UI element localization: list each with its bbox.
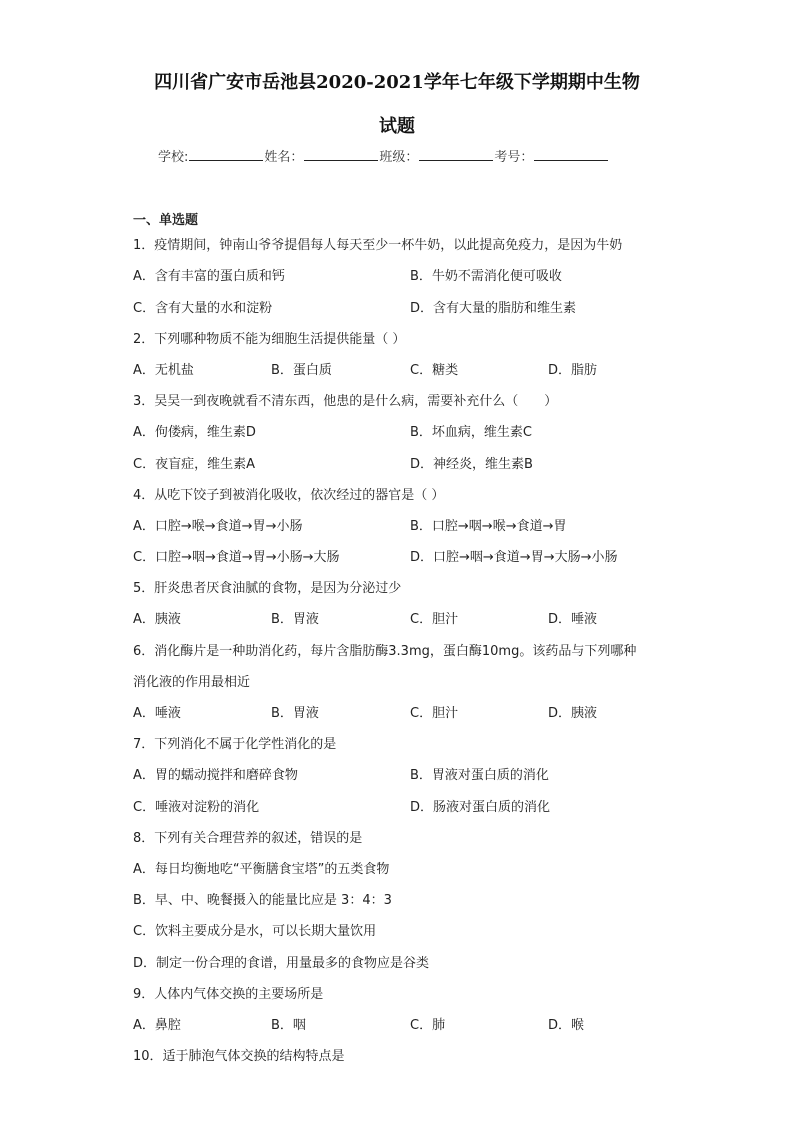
question-stem-continued: 消化液的作用最相近: [133, 675, 251, 690]
question-stem: 9．人体内气体交换的主要场所是: [133, 987, 324, 1002]
question-stem: 6．消化酶片是一种助消化药，每片含脂肪酶3.3mg，蛋白酶10mg。该药品与下列哪种: [133, 644, 637, 659]
option: C．糖类: [410, 363, 459, 378]
option: D．唾液: [548, 612, 598, 627]
option: A．含有丰富的蛋白质和钙: [133, 269, 285, 284]
option: B．咽: [271, 1018, 306, 1033]
document-title-line1: 四川省广安市岳池县2020-2021学年七年级下学期期中生物: [154, 72, 640, 93]
option: B．胃液: [271, 706, 319, 721]
option: A．鼻腔: [133, 1018, 181, 1033]
option: B．蛋白质: [271, 363, 332, 378]
document-title-line2: 试题: [379, 116, 415, 137]
option: C．饮料主要成分是水，可以长期大量饮用: [133, 924, 377, 939]
school-blank[interactable]: [189, 146, 263, 161]
question-stem: 1．疫情期间，钟南山爷爷提倡每人每天至少一杯牛奶，以此提高免疫力，是因为牛奶: [133, 238, 623, 253]
option: A．胰液: [133, 612, 181, 627]
option: A．无机盐: [133, 363, 194, 378]
option: C．夜盲症，维生素A: [133, 457, 255, 472]
option: A．佝偻病，维生素D: [133, 425, 256, 440]
question-stem: 2．下列哪种物质不能为细胞生活提供能量（ ）: [133, 332, 406, 347]
option: D．胰液: [548, 706, 598, 721]
option: D．肠液对蛋白质的消化: [410, 800, 551, 815]
question-stem: 10．适于肺泡气体交换的结构特点是: [133, 1049, 345, 1064]
option: D．含有大量的脂肪和维生素: [410, 301, 577, 316]
name-blank[interactable]: [304, 146, 378, 161]
option: A．唾液: [133, 706, 181, 721]
option: D．制定一份合理的食谱，用量最多的食物应是谷类: [133, 956, 430, 971]
question-stem: 8．下列有关合理营养的叙述，错误的是: [133, 831, 363, 846]
option: D．喉: [548, 1018, 585, 1033]
option: B．胃液对蛋白质的消化: [410, 768, 549, 783]
option: A．胃的蠕动搅拌和磨碎食物: [133, 768, 298, 783]
question-stem: 3．吴吴一到夜晚就看不清东西，他患的是什么病，需要补充什么（ ）: [133, 394, 558, 409]
option: D．神经炎，维生素B: [410, 457, 533, 472]
option: C．含有大量的水和淀粉: [133, 301, 273, 316]
option: B．牛奶不需消化便可吸收: [410, 269, 562, 284]
question-stem: 4．从吃下饺子到被消化吸收，依次经过的器官是（ ）: [133, 488, 445, 503]
option: D．口腔→咽→食道→胃→大肠→小肠: [410, 550, 618, 565]
id-label: 考号：: [494, 150, 534, 165]
student-info-row: [158, 146, 609, 165]
option: A．每日均衡地吃“平衡膳食宝塔”的五类食物: [133, 862, 390, 877]
class-blank[interactable]: [419, 146, 493, 161]
school-label: 学校:: [158, 150, 189, 165]
id-blank[interactable]: [534, 146, 608, 161]
option: A．口腔→喉→食道→胃→小肠: [133, 519, 303, 534]
question-stem: 7．下列消化不属于化学性消化的是: [133, 737, 337, 752]
option: B．早、中、晚餐摄入的能量比应是 3：4：3: [133, 893, 392, 908]
option: C．胆汁: [410, 706, 459, 721]
question-stem: 5．肝炎患者厌食油腻的食物，是因为分泌过少: [133, 581, 402, 596]
option: B．胃液: [271, 612, 319, 627]
option: C．胆汁: [410, 612, 459, 627]
class-label: 班级：: [379, 150, 419, 165]
section-title: 一、单选题: [133, 213, 199, 228]
option: D．脂肪: [548, 363, 598, 378]
name-label: 姓名：: [264, 150, 304, 165]
option: B．坏血病，维生素C: [410, 425, 532, 440]
option: B．口腔→咽→喉→食道→胃: [410, 519, 567, 534]
option: C．口腔→咽→食道→胃→小肠→大肠: [133, 550, 340, 565]
option: C．肺: [410, 1018, 446, 1033]
option: C．唾液对淀粉的消化: [133, 800, 260, 815]
